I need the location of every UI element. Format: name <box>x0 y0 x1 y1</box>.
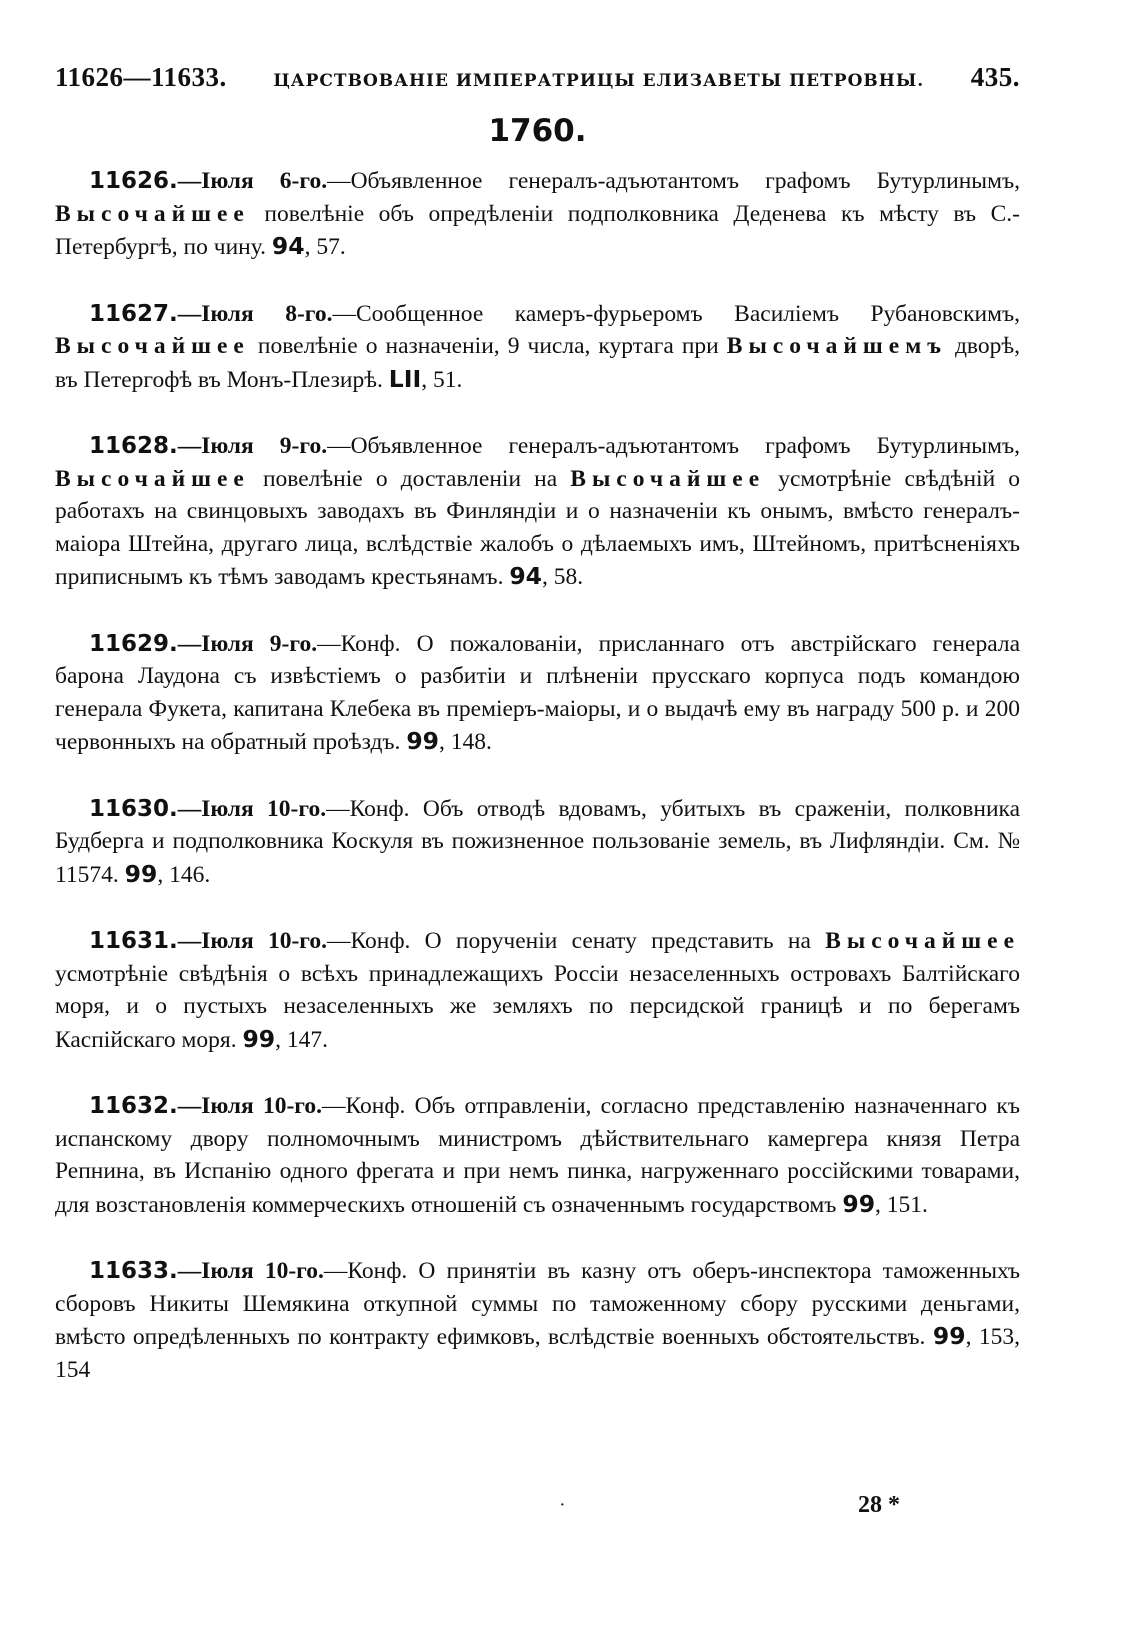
entry-volume-ref: 99 <box>842 1189 876 1218</box>
entry-date: —Іюля 10-го. <box>177 928 327 954</box>
entry-volume-ref: 99 <box>124 859 158 888</box>
entry-11633 <box>55 1255 1020 1386</box>
entry-date: —Іюля 10-го. <box>177 1093 322 1119</box>
entry-text: усмотрѣніе свѣдѣнія о всѣхъ принадлежащихъ Россіи незаселенныхъ островахъ Балтійскаго моря, и о пустыхъ незаселенныхъ же земляхъ по персидской границѣ и по берегамъ Каспійскаго моря. <box>55 960 1020 1053</box>
entry-text-spaced: Высочайшемъ <box>726 333 947 359</box>
page-number: 435. <box>970 62 1020 92</box>
entry-text-spaced: Высочайшее <box>55 465 250 492</box>
page-header <box>55 62 1020 93</box>
entry-text-spaced: Высочайшее <box>55 200 250 227</box>
entry-volume-ref: 99 <box>242 1024 276 1053</box>
entry-text: —Конф. О пожалованіи, присланнаго отъ австрійскаго генерала барона Лаудона съ извѣстіемъ о разбитіи и плѣненіи прусскаго корпуса подъ командою генерала Фукета, капитана Клебека въ преміеръ-маіоры, и о выдачѣ ему въ награду 500 р. и 200 червонныхъ на обратный проѣздъ. <box>55 630 1020 755</box>
entry-text: усмотрѣніе свѣдѣній о работахъ на свинцовыхъ заводахъ въ Финляндіи и о назначеніи къ онымъ, вмѣсто генералъ-маіора Штейна, другаго лица, вслѣдствіе жалобъ о дѣлаемыхъ имъ, Штейномъ, притѣсненіяхъ приписнымъ къ тѣмъ заводамъ крестьянамъ. <box>55 465 1021 590</box>
signature-mark: 28 * <box>858 1492 900 1518</box>
entry-number: 11632. <box>89 1093 178 1119</box>
entry-pages: , 146. <box>157 861 211 888</box>
entry-11626 <box>55 165 1020 264</box>
entry-pages: , 151. <box>875 1191 928 1218</box>
entry-text: —Конф. О принятіи въ казну отъ оберъ-инспектора таможенныхъ сборовъ Никиты Шемякина откупной суммы по таможенному сбору русскими деньгами, вмѣсто опредѣленныхъ по контракту ефимковъ, вслѣдствіе военныхъ обстоятельствъ. <box>55 1258 1020 1350</box>
entry-text: —Объявленное генералъ-адъютантомъ графомъ Бутурлинымъ, <box>327 433 1020 459</box>
entry-pages: , 58. <box>542 564 584 590</box>
entry-number: 11630. <box>89 795 178 822</box>
entry-number: 11631. <box>89 928 178 954</box>
entry-number: 11626. <box>89 168 178 194</box>
entry-11628 <box>55 430 1020 594</box>
header-entry-range: 11626—11633. <box>55 62 227 92</box>
entry-text-spaced: Высочайшее <box>55 333 250 359</box>
entry-11631 <box>55 925 1020 1056</box>
entry-pages: , 153, 154 <box>55 1324 1020 1383</box>
entry-number: 11629. <box>89 630 178 657</box>
entry-11627 <box>55 298 1020 397</box>
entry-date: —Іюля 10-го. <box>177 1258 324 1284</box>
entry-text: дворѣ, въ Петергофѣ въ Монъ-Плезирѣ. <box>55 333 1020 393</box>
entry-text: —Объявленное генералъ-адъютантомъ графомъ Бутурлинымъ, <box>327 168 1020 194</box>
entry-date: —Іюля 8-го. <box>177 300 333 327</box>
entry-volume-ref: 99 <box>406 727 440 755</box>
entry-date: —Іюля 10-го. <box>177 795 327 822</box>
entry-pages: , 51. <box>421 366 463 393</box>
entry-11630 <box>55 793 1020 892</box>
entry-date: —Іюля 9-го. <box>177 433 328 459</box>
entry-volume-ref: 99 <box>932 1322 966 1350</box>
entry-date: —Іюля 6-го. <box>177 168 328 194</box>
entry-volume-ref: LII <box>388 364 422 393</box>
entry-pages: , 147. <box>275 1026 329 1053</box>
header-title: ЦАРСТВОВАНІЕ ИМПЕРАТРИЦЫ ЕЛИЗАВЕТЫ ПЕТРОВНЫ. <box>273 71 925 91</box>
entry-text-spaced: Высочайшее <box>570 465 766 492</box>
year-heading: 1760. <box>488 113 587 149</box>
entry-text-spaced: Высочайшее <box>825 928 1021 954</box>
entry-text: —Конф. О порученіи сенату представить на <box>326 928 826 954</box>
entry-pages: , 148. <box>439 729 492 755</box>
entry-11632 <box>55 1090 1020 1221</box>
entry-text: —Конф. Объ отводѣ вдовамъ, убитыхъ въ сраженіи, полковника Будберга и подполковника Коскуля въ пожизненное пользованіе земель, въ Лифляндіи. См. № 11574. <box>55 795 1021 888</box>
entry-volume-ref: 94 <box>271 232 305 260</box>
entry-text: повелѣніе о назначеніи, 9 числа, куртага при <box>249 333 727 359</box>
entry-text: повелѣніе о доставленіи на <box>249 465 571 492</box>
entry-text: —Конф. Объ отправленіи, согласно представленію назначеннаго къ испанскому двору полномочнымъ министромъ дѣйствительнаго камергера князя Петра Репнина, въ Испанію одного фрегата и при немъ пинка, нагруженнаго россійскими товарами, для возстановленія коммерческихъ отношеній съ означеннымъ государствомъ <box>55 1093 1020 1218</box>
entry-11629 <box>55 628 1020 759</box>
entry-pages: , 57. <box>304 234 346 260</box>
footer-dot: · <box>560 1498 565 1513</box>
entry-volume-ref: 94 <box>509 562 543 590</box>
entry-date: —Іюля 9-го. <box>177 630 318 657</box>
entry-number: 11628. <box>89 433 178 459</box>
entry-text: повелѣніе объ опредѣленіи подполковника Деденева къ мѣсту въ С.-Петербургѣ, по чину. <box>55 200 1020 260</box>
entry-number: 11627. <box>89 300 178 327</box>
entry-text: —Сообщенное камеръ-фурьеромъ Василіемъ Рубановскимъ, <box>332 300 1020 327</box>
entry-number: 11633. <box>89 1258 178 1284</box>
